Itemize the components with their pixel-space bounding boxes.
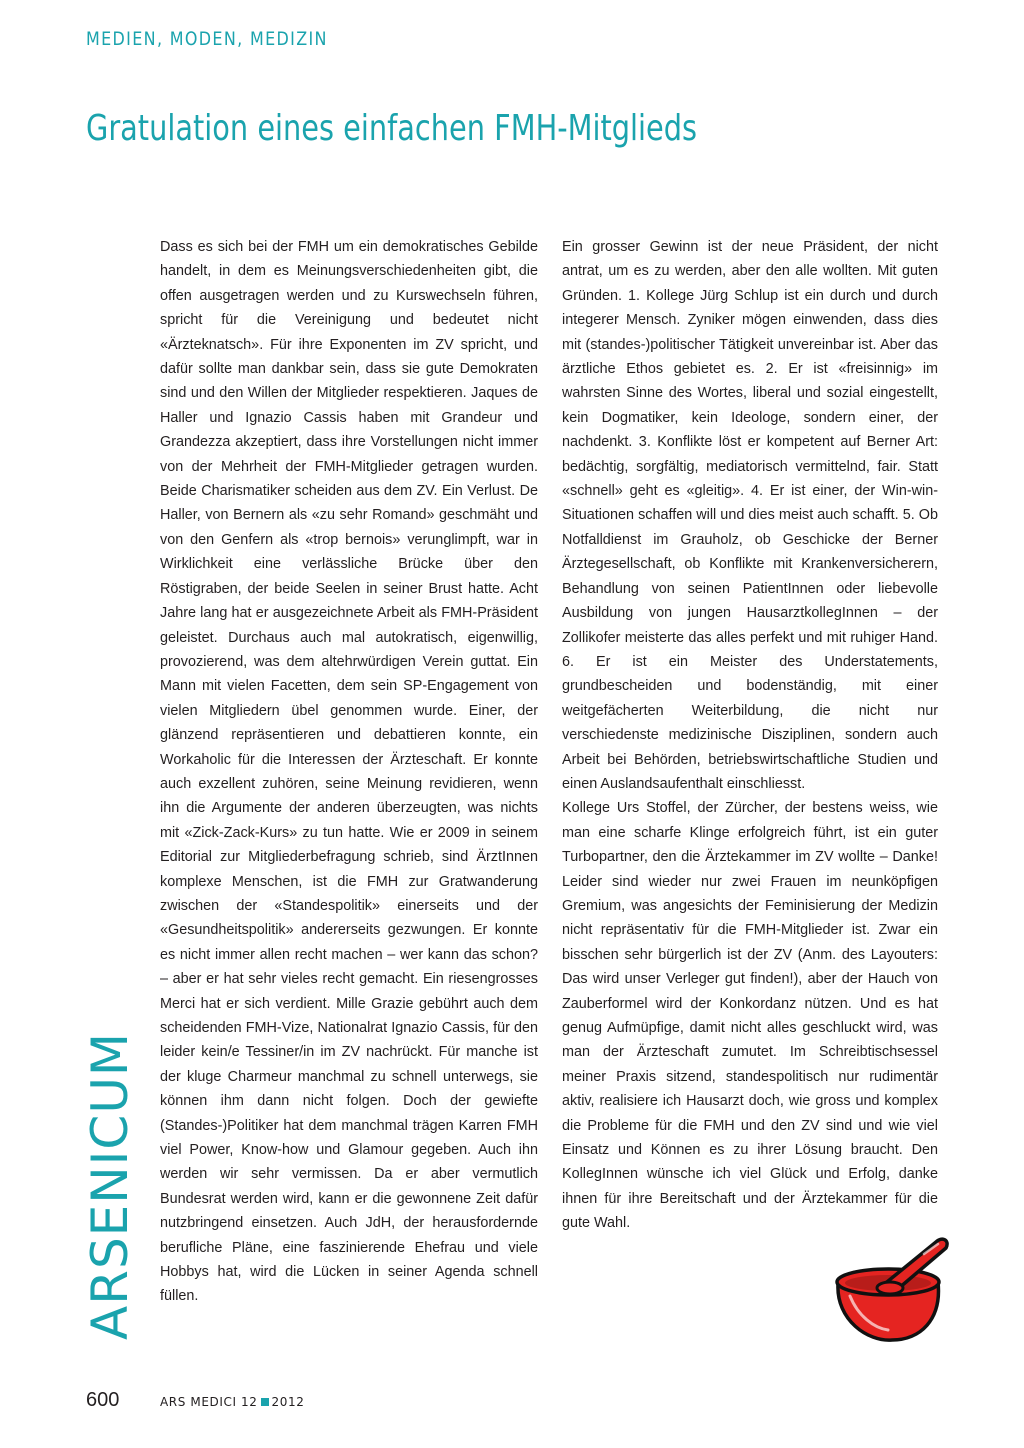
left-column-paragraph: Dass es sich bei der FMH um ein demokratisches Gebilde handelt, in dem es Meinungsverschiedenheiten gibt, die offen ausgetragen werden und zu Kurswechseln führen, spricht für die Vereinigung und bedeutet nicht «Ärzteknatsch». Für ihre Exponenten im ZV spricht, und dafür sollte man dankbar sein, dass sie gute Demokraten sind und den Willen der Mitglieder respektieren. Jaques de Haller und Ignazio Cassis haben mit Grandeur und Grandezza akzeptiert, dass ihre Vorstellungen nicht immer von der Mehrheit der FMH-Mitglieder getragen wurden. Beide Charismatiker scheiden aus dem ZV. Ein Verlust. De Haller, von Bernern als «zu sehr Romand» geschmäht und von den Genfern als «trop bernois» verunglimpft, war in Wirklichkeit eine verlässliche Brücke über den Röstigraben, der beide Seelen in seiner Brust hatte. Acht Jahre lang hat er ausgezeichnete Arbeit als FMH-Präsident geleistet. Durchaus auch mal autokratisch, eigenwillig, provozierend, was dem altehrwürdigen Verein guttat. Ein Mann mit vielen Facetten, dem sein SP-Engagement von vielen Mitgliedern übel genommen wurde. Einer, der glänzend repräsentieren und debattieren konnte, ein Workaholic für die Interessen der Ärzteschaft. Er konnte auch exzellent zuhören, seine Meinung revidieren, wenn ihn die Argumente der anderen überzeugten, was nichts mit «Zick-Zack-Kurs» zu tun hatte. Wie er 2009 in seinem Editorial zur Mitgliederbefragung schrieb, sind ÄrztInnen komplexe Menschen, ist die FMH zur Gratwanderung zwischen der «Standespolitik» einerseits und der «Gesundheitspolitik» andererseits gezwungen. Er konnte es nicht immer allen recht machen – wer kann das schon? – aber er hat sehr vieles recht gemacht. Ein riesengrosses Merci hat er sich verdient. Mille Grazie gebührt auch dem scheidenden FMH-Vize, Nationalrat Ignazio Cassis, für den leider kein/e Tessiner/in im ZV nachrückt. Für manche ist der kluge Charmeur manchmal zu schnell unterwegs, sie können ihm dann nicht folgen. Doch der gewiefte (Standes-)Politiker hat dem manchmal trägen Karren FMH viel Power, Know-how und Glamour gegeben. Auch ihn werden wir sehr vermissen. Da er aber vermutlich Bundesrat werden wird, kann er die gewonnene Zeit dafür nutzbringend einsetzen. Auch JdH, der herausfordernde berufliche Pläne, eine faszinierende Ehefrau und viele Hobbys hat, wird die Lücken in seiner Agenda schnell füllen. — [160, 239, 538, 1305]
journal-year: 2012 — [271, 1395, 305, 1409]
journal-name: ARS MEDICI 12 — [160, 1395, 258, 1409]
text-column-left — [160, 235, 538, 1309]
mortar-and-pestle-icon — [828, 1232, 956, 1350]
text-column-right — [562, 235, 938, 1236]
right-column-paragraph-1: Ein grosser Gewinn ist der neue Präsident, der nicht antrat, um es zu werden, aber den alle wollten. Mit guten Gründen. 1. Kollege Jürg Schlup ist ein durch und durch integerer Mensch. Zyniker mögen einwenden, dass dies mit (standes-)politischer Tätigkeit unvereinbar ist. Aber das ärztliche Ethos gebietet es. 2. Er ist «freisinnig» im wahrsten Sinne des Wortes, liberal und sozial eingestellt, kein Dogmatiker, kein Ideologe, sondern einer, der nachdenkt. 3. Konflikte löst er kompetent auf Berner Art: bedächtig, sorgfältig, mediatorisch vermittelnd, fair. Statt «schnell» geht es «gleitig». 4. Er ist einer, der Win-win-Situationen schaffen will und dies meist auch schafft. 5. Ob Notfalldienst im Grauholz, ob Geschicke der Berner Ärztegesellschaft, ob Konflikte mit Krankenversicherern, Behandlung von seinen PatientInnen oder liebevolle Ausbildung von jungen HausarztkollegInnen – der Zollikofer meisterte das alles perfekt und mit ruhiger Hand. 6. Er ist ein Meister des Understatements, grundbescheiden und bodenständig, mit einer weitgefächerten Weiterbildung, die nicht nur verschiedenste medizinische Disziplinen, sondern auch Arbeit bei Behörden, betriebswirtschaftliche Studien und einen Auslandsaufenthalt einschliesst. — [562, 239, 938, 792]
page-number: 600 — [86, 1389, 120, 1411]
footer-square-icon — [261, 1398, 269, 1406]
vertical-section-label: ARSENICUM — [81, 1031, 139, 1340]
section-label: MEDIEN, MODEN, MEDIZIN — [86, 28, 328, 50]
footer-journal — [160, 1395, 304, 1409]
right-column-paragraph-2: Kollege Urs Stoffel, der Zürcher, der bestens weiss, wie man eine scharfe Klinge erfolgreich führt, ist ein guter Turbopartner, den die Ärztekammer im ZV wollte – Danke! Leider sind wieder nur zwei Frauen im neunköpfigen Gremium, was angesichts der Feminisierung der Medizin nicht repräsentativ für die FMH-Mitglieder ist. Zwar ein bisschen sehr bürgerlich ist der ZV (Anm. des Layouters: Das wird unser Verleger gut finden!), aber der Hauch von Zauberformel wird der Konkordanz nützen. Und es hat genug Aufmüpfige, damit nicht alles geschluckt wird, was man der Ärzteschaft zumutet. Im Schreibtischsessel meiner Praxis sitzend, standespolitisch nur rudimentär aktiv, realisiere ich Hausarzt doch, wie gross und komplex die Probleme für die FMH und den ZV sind und wie viel Einsatz und Können es zu ihrer Lösung braucht. Den KollegInnen wünsche ich viel Glück und Erfolg, danke ihnen für ihre Bereitschaft und der Ärztekammer für die gute Wahl. — [562, 800, 938, 1232]
article-headline: Gratulation eines einfachen FMH-Mitglieds — [86, 108, 698, 149]
